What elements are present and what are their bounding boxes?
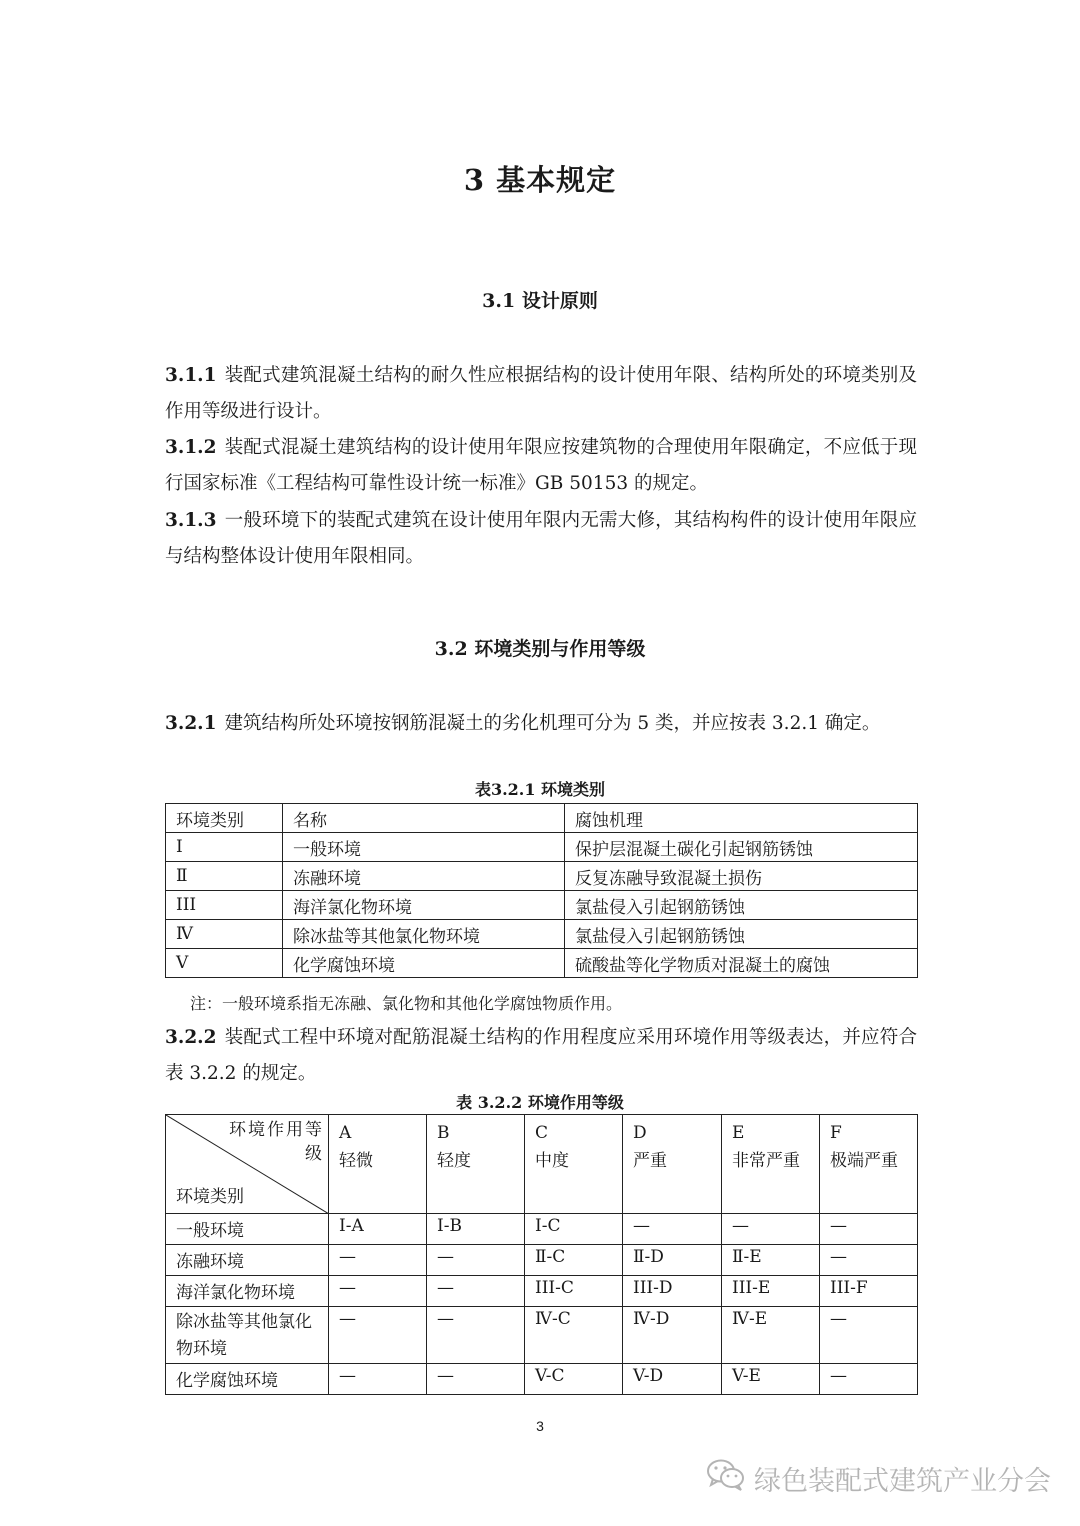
grade-header-e [722, 1115, 820, 1214]
grade-label: 中度 [535, 1151, 569, 1171]
diagonal-header-cell [166, 1115, 329, 1214]
table-cell: III-C [525, 1276, 623, 1307]
table-cell: — [427, 1276, 525, 1307]
row-label: 除冰盐等其他氯化物环境 [166, 1307, 329, 1364]
page-number: 3 [536, 1418, 544, 1434]
clause-number: 3.1.1 [165, 365, 217, 386]
grade-header-d [623, 1115, 722, 1214]
table-cell: — [427, 1364, 525, 1395]
clause-3-1-3 [165, 503, 917, 575]
table-cell: 化学腐蚀环境 [283, 949, 565, 978]
clause-text: 装配式工程中环境对配筋混凝土结构的作用程度应采用环境作用等级表达，并应符合表 3.2.2 的规定。 [165, 1027, 917, 1084]
clause-3-1-1 [165, 358, 917, 430]
table-row [166, 1245, 918, 1276]
table-cell: Ⅳ [166, 920, 283, 949]
table-cell: — [820, 1307, 918, 1364]
grade-label: 严重 [633, 1151, 667, 1171]
table-row [166, 1364, 918, 1395]
table-cell: 一般环境 [283, 833, 565, 862]
table-cell: — [427, 1245, 525, 1276]
table-cell: III-F [820, 1276, 918, 1307]
table-cell: — [329, 1307, 427, 1364]
table-row [166, 833, 918, 862]
grade-header-f [820, 1115, 918, 1214]
table-cell: Ⅳ-C [525, 1307, 623, 1364]
table-cell: I [166, 833, 283, 862]
table-row [166, 920, 918, 949]
table-3-2-1-caption: 表3.2.1 环境类别 [474, 780, 606, 799]
chapter-title: 3 基本规定 [463, 163, 617, 197]
table-cell: 反复冻融导致混凝土损伤 [565, 862, 918, 891]
row-label: 海洋氯化物环境 [166, 1276, 329, 1307]
environment-action-grade-table [165, 1114, 918, 1395]
watermark-text: 绿色装配式建筑产业分会 [754, 1465, 1051, 1497]
header-cell: 环境类别 [166, 804, 283, 833]
table-row [166, 1307, 918, 1364]
row-label: 一般环境 [166, 1214, 329, 1245]
clause-number: 3.2.1 [165, 713, 217, 734]
table-cell: Ⅳ-D [623, 1307, 722, 1364]
table-header-row [166, 1115, 918, 1214]
clause-3-2-2 [165, 1020, 917, 1092]
table-cell: — [820, 1364, 918, 1395]
row-label: 冻融环境 [166, 1245, 329, 1276]
watermark [706, 1458, 1051, 1498]
table-cell: — [820, 1214, 918, 1245]
table-cell: — [329, 1364, 427, 1395]
table-cell: I-B [427, 1214, 525, 1245]
table-cell: Ⅱ [166, 862, 283, 891]
table-cell: — [329, 1276, 427, 1307]
table-cell: Ⅱ-C [525, 1245, 623, 1276]
grade-code: E [732, 1123, 745, 1143]
table-cell: Ⅱ-E [722, 1245, 820, 1276]
wechat-icon [706, 1458, 746, 1499]
grade-code: B [437, 1123, 450, 1143]
table-cell: I-A [329, 1214, 427, 1245]
clause-3-1-2 [165, 430, 917, 502]
environment-category-table [165, 803, 918, 978]
clause-3-2-1 [165, 706, 917, 742]
table-cell: 氯盐侵入引起钢筋锈蚀 [565, 920, 918, 949]
table-cell: V-D [623, 1364, 722, 1395]
table-cell: 保护层混凝土碳化引起钢筋锈蚀 [565, 833, 918, 862]
grade-label: 极端严重 [830, 1151, 898, 1171]
clause-number: 3.1.2 [165, 437, 217, 458]
table-cell: III [166, 891, 283, 920]
table-cell: 除冰盐等其他氯化物环境 [283, 920, 565, 949]
clause-number: 3.2.2 [165, 1027, 217, 1048]
table-cell: — [820, 1245, 918, 1276]
table-3-2-2-caption: 表 3.2.2 环境作用等级 [456, 1093, 624, 1112]
table-cell: 硫酸盐等化学物质对混凝土的腐蚀 [565, 949, 918, 978]
section-title-3-1: 3.1 设计原则 [482, 290, 598, 312]
clause-text: 一般环境下的装配式建筑在设计使用年限内无需大修，其结构构件的设计使用年限应与结构整体设计使用年限相同。 [165, 510, 917, 567]
grade-code: C [535, 1123, 549, 1143]
grade-header-a [329, 1115, 427, 1214]
header-cell: 名称 [283, 804, 565, 833]
table-cell: — [722, 1214, 820, 1245]
clause-number: 3.1.3 [165, 510, 217, 531]
table-cell: I-C [525, 1214, 623, 1245]
table-cell: 氯盐侵入引起钢筋锈蚀 [565, 891, 918, 920]
grade-label: 轻微 [339, 1151, 373, 1171]
table-cell: — [329, 1245, 427, 1276]
clause-text: 装配式混凝土建筑结构的设计使用年限应按建筑物的合理使用年限确定，不应低于现行国家标准《工程结构可靠性设计统一标准》GB 50153 的规定。 [165, 437, 917, 494]
grade-label: 非常严重 [732, 1151, 800, 1171]
table-cell: V-E [722, 1364, 820, 1395]
table-row [166, 1214, 918, 1245]
clause-text: 装配式建筑混凝土结构的耐久性应根据结构的设计使用年限、结构所处的环境类别及作用等级进行设计。 [165, 365, 917, 422]
table-cell: — [427, 1307, 525, 1364]
grade-code: F [830, 1123, 842, 1143]
row-label: 化学腐蚀环境 [166, 1364, 329, 1395]
table-cell: 海洋氯化物环境 [283, 891, 565, 920]
diagonal-header-bottom: 环境类别 [176, 1187, 244, 1207]
table-cell: III-E [722, 1276, 820, 1307]
table-cell: Ⅱ-D [623, 1245, 722, 1276]
table-cell: III-D [623, 1276, 722, 1307]
grade-code: D [633, 1123, 647, 1143]
grade-code: A [339, 1123, 352, 1143]
table-row [166, 862, 918, 891]
table-cell: Ⅳ-E [722, 1307, 820, 1364]
table-cell: 冻融环境 [283, 862, 565, 891]
diagonal-header-top: 环境作用等级 [229, 1120, 324, 1164]
table-row [166, 949, 918, 978]
table-row [166, 891, 918, 920]
table-3-2-1-note: 注：一般环境系指无冻融、氯化物和其他化学腐蚀物质作用。 [190, 994, 623, 1013]
section-title-3-2: 3.2 环境类别与作用等级 [434, 638, 646, 660]
grade-header-b [427, 1115, 525, 1214]
table-cell: — [623, 1214, 722, 1245]
table-header-row [166, 804, 918, 833]
grade-label: 轻度 [437, 1151, 471, 1171]
table-row [166, 1276, 918, 1307]
header-cell: 腐蚀机理 [565, 804, 918, 833]
table-cell: V-C [525, 1364, 623, 1395]
clause-text: 建筑结构所处环境按钢筋混凝土的劣化机理可分为 5 类，并应按表 3.2.1 确定。 [224, 713, 881, 734]
table-cell: Ⅴ [166, 949, 283, 978]
grade-header-c [525, 1115, 623, 1214]
